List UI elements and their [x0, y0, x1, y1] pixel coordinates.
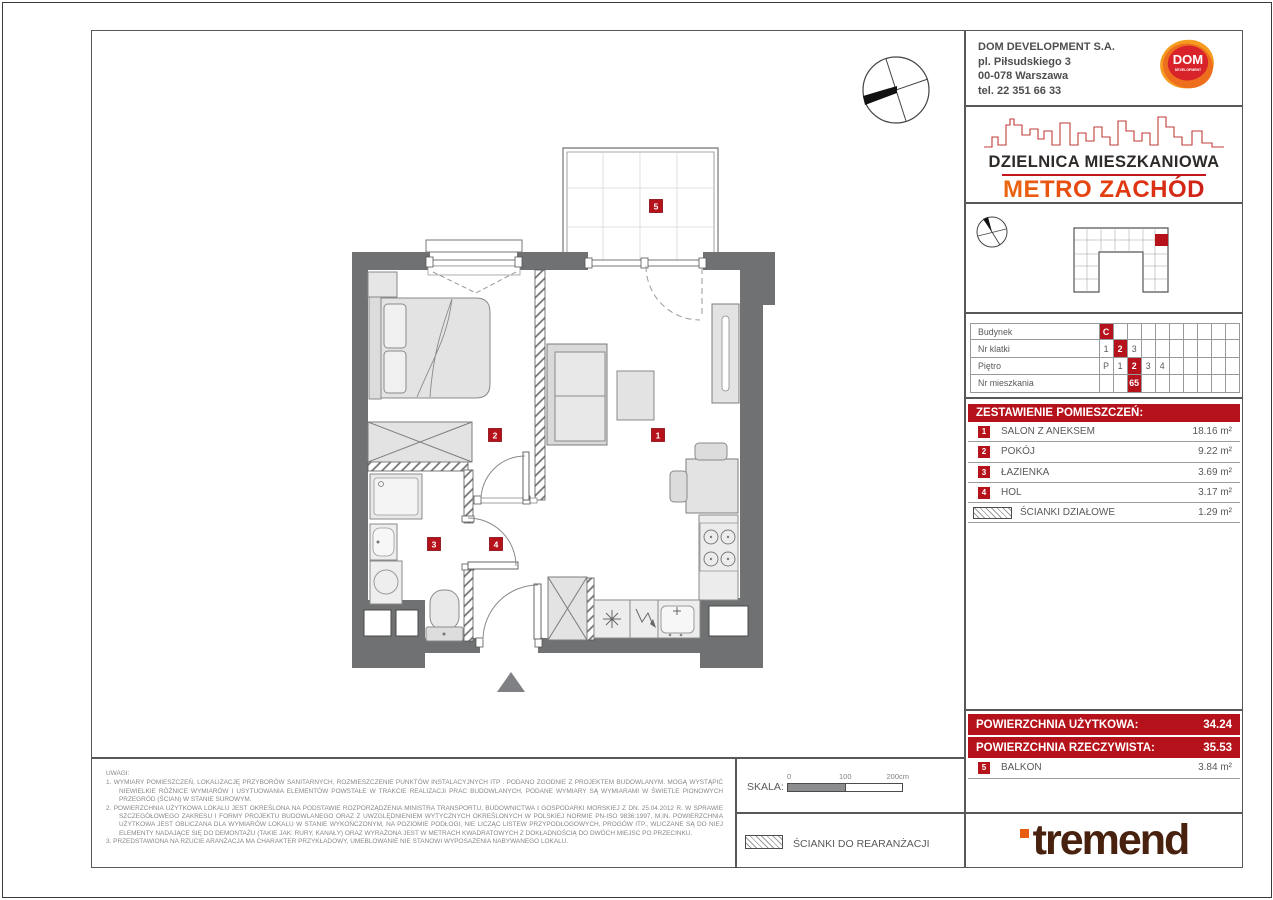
unit-info-cell — [1099, 375, 1113, 391]
dom-development-logo — [1158, 37, 1216, 93]
note-item: 2. POWIERZCHNIA UŻYTKOWA LOKALU JEST OKREŚLONA NA PODSTAWIE ROZPORZĄDZENIA MINISTRA TRANSPORTU, BUDOWNICTWA I GOSPODARKI MORSKIEJ Z DN. 25.04.2012 R. W SPRAWIE SZCZEGÓŁOWEGO ZAKRESU I FORMY PROJEKTU BUDOWLANEGO ORAZ Z UWZGLĘDNIENIEM WYTYCZNYCH OKREŚLONYCH W POLSKIEJ NORMIE PN-ISO 9836:1997, M.IN. POWIERZCHNIA UŻYTKOWA JEST OBLICZANA DLA WYMIARÓW LOKALU W STANIE WYKOŃCZONYM, NA POZIOMIE PODŁOGI, NIE LICZĄC LISTEW PRZYPODŁOGOWYCH, PROGÓW ITP., WLICZANE SĄ DO NIEJ ELEMENTY NADAJĄCE SIĘ DO DEMONTAŻU (TAKIE JAK: RURY, KANAŁY) ORAZ WYRAŻONA JEST W METRACH KWADRATOWYCH Z DOKŁADNOŚCIĄ DO DWÓCH MIEJSC PO PRZECINKU. — [106, 804, 723, 837]
shower — [370, 474, 422, 519]
site-plan-map — [1071, 224, 1171, 296]
room-name: POKÓJ — [1001, 446, 1035, 458]
areas-section — [965, 710, 1243, 813]
room-name: SALON Z ANEKSEM — [1001, 426, 1095, 438]
balcony-number-badge: 5 — [978, 762, 990, 774]
unit-info-cell — [1183, 340, 1197, 356]
svg-text:1: 1 — [655, 430, 661, 441]
north-compass-icon — [863, 57, 929, 123]
unit-info-cell — [1169, 324, 1183, 339]
rooms-table-title: ZESTAWIENIE POMIESZCZEŃ: — [968, 404, 1240, 422]
location-section — [965, 203, 1243, 313]
svg-text:5: 5 — [653, 201, 659, 212]
room-row — [968, 483, 1240, 503]
actual-area-value: 35.53 — [1203, 741, 1232, 754]
bed-headboard — [369, 297, 381, 399]
unit-info-row — [970, 340, 1240, 357]
unit-info-label: Nr klatki — [978, 343, 1010, 354]
kitchen-tall-cabinet — [548, 577, 587, 640]
rooms-table — [968, 422, 1240, 523]
room-marker-1 — [652, 429, 665, 442]
unit-info-cell — [1155, 340, 1169, 356]
svg-text:3: 3 — [431, 539, 437, 550]
unit-info-cell: 2 — [1113, 340, 1127, 356]
scale-bar-empty — [845, 784, 902, 791]
entrance-door — [476, 584, 542, 647]
washing-machine — [370, 561, 402, 604]
tremend-logo-text: tremend — [1032, 816, 1189, 864]
scale-bar — [787, 783, 903, 792]
unit-info-cell: 1 — [1113, 358, 1127, 374]
company-address2: 00-078 Warszawa — [978, 70, 1069, 82]
unit-info-cell — [1211, 358, 1225, 374]
partitions-row — [968, 503, 1240, 523]
room-name: HOL — [1001, 487, 1022, 499]
note-item: 1. WYMIARY POMIESZCZEŃ, LOKALIZACJĘ PRZYBORÓW SANITARNYCH, ROZMIESZCZENIE PUNKTÓW INSTALACYJNYCH ITP . PODANO ZGODNIE Z PROJEKTEM BUDOWLANYM. MOGĄ WYSTĄPIĆ NIEWIELKIE RÓŻNICE WYMIARÓW I USYTUOWANIA ELEMENTÓW POWSTAŁE W TRAKCIE REALIZACJI PRAC BUDOWLANYCH. PODANE WYMIARY SĄ WYMIARAMI W ŚWIETLE PIONOWYCH PRZEGRÓD (ŚCIAN) W STANIE SUROWYM. — [106, 779, 723, 804]
note-item: 3. PRZEDSTAWIONA NA RZUCIE ARANŻACJA MA CHARAKTER PRZYKŁADOWY, UMEBLOWANIE NIE STANOWI WYPOSAŻENIA NABYWANEGO LOKALU. — [106, 838, 569, 845]
bedroom-door — [473, 452, 537, 504]
unit-info-section — [965, 313, 1243, 398]
pillow — [384, 351, 406, 393]
scale-tick-100: 100 — [839, 772, 852, 781]
balcony — [563, 148, 718, 262]
svg-text:DOM: DOM — [1172, 52, 1204, 68]
scale-bar-filled — [788, 784, 845, 791]
unit-info-cell — [1155, 324, 1169, 339]
unit-info-cell — [1141, 324, 1155, 339]
wardrobe — [368, 422, 472, 462]
notes-title: UWAGI: — [106, 770, 130, 777]
unit-info-label: Nr mieszkania — [978, 378, 1034, 389]
unit-info-cell: 3 — [1127, 340, 1141, 356]
company-address1: pl. Piłsudskiego 3 — [978, 55, 1071, 68]
highlighted-unit — [1155, 234, 1168, 246]
project-name: METRO ZACHÓD — [966, 176, 1242, 204]
tremend-dot-icon — [1020, 829, 1029, 838]
unit-info-cell — [1169, 375, 1183, 391]
nightstand — [368, 272, 397, 297]
bedroom-furniture — [368, 272, 490, 462]
usable-area-value: 34.24 — [1203, 718, 1232, 731]
bedroom-window — [426, 240, 522, 293]
unit-info-cell — [1197, 358, 1211, 374]
toilet — [426, 590, 463, 641]
unit-info-cell — [1169, 358, 1183, 374]
unit-info-label: Budynek — [978, 326, 1013, 337]
room-number-badge: 2 — [978, 446, 990, 458]
sofa — [547, 344, 607, 445]
chair — [670, 471, 687, 502]
unit-info-label: Piętro — [978, 360, 1001, 371]
balcony-name: BALKON — [1001, 762, 1042, 774]
scale-tick-200: 200cm — [886, 772, 909, 781]
room-marker-5 — [650, 200, 663, 213]
company-phone: tel. 22 351 66 33 — [978, 84, 1062, 97]
unit-info-cell — [1127, 324, 1141, 339]
room-marker-4 — [490, 538, 503, 551]
unit-info-cell — [1197, 324, 1211, 339]
room-number-badge: 3 — [978, 466, 990, 478]
unit-info-cell — [1225, 324, 1239, 339]
unit-info-cell: 1 — [1099, 340, 1113, 356]
rooms-section — [965, 398, 1243, 710]
unit-info-cell — [1211, 375, 1225, 391]
washbasin — [370, 524, 397, 560]
notes-section — [91, 758, 736, 868]
svg-text:4: 4 — [493, 539, 499, 550]
unit-info-cell — [1141, 340, 1155, 356]
branding-section — [965, 106, 1243, 203]
unit-info-cell — [1225, 358, 1239, 374]
balcony-row — [968, 758, 1240, 779]
unit-info-cell — [1225, 375, 1239, 391]
rearrangement-label: ŚCIANKI DO REARANŻACJI — [793, 838, 930, 850]
unit-info-cell: 4 — [1155, 358, 1169, 374]
floor-plan — [91, 30, 965, 758]
room-row — [968, 463, 1240, 483]
unit-info-row — [970, 323, 1240, 340]
partitions-name: ŚCIANKI DZIAŁOWE — [1020, 507, 1116, 519]
living-room-furniture — [547, 304, 739, 640]
actual-area-band — [968, 737, 1240, 758]
chair — [695, 443, 727, 460]
unit-info-cell — [1113, 375, 1127, 391]
estate-name: DZIELNICA MIESZKANIOWA — [988, 153, 1220, 171]
unit-info-cell — [1141, 375, 1155, 391]
unit-info-cell — [1197, 340, 1211, 356]
scale-tick-0: 0 — [787, 772, 792, 781]
unit-info-row — [970, 358, 1240, 375]
room-marker-2 — [489, 429, 502, 442]
unit-info-cell — [1197, 375, 1211, 391]
company-section — [965, 30, 1243, 106]
pillow — [384, 304, 406, 348]
svg-text:DEVELOPMENT: DEVELOPMENT — [1174, 67, 1202, 72]
unit-info-cell — [1183, 375, 1197, 391]
usable-area-label: POWIERZCHNIA UŻYTKOWA: — [976, 718, 1139, 731]
kitchen-sink — [658, 600, 700, 638]
unit-info-cell — [1211, 340, 1225, 356]
unit-info-cell: C — [1099, 324, 1113, 339]
room-row — [968, 442, 1240, 462]
unit-info-row — [970, 375, 1240, 392]
skyline-icon — [984, 113, 1224, 151]
room-row — [968, 422, 1240, 442]
kitchen-hob — [594, 600, 630, 638]
actual-area-label: POWIERZCHNIA RZECZYWISTA: — [976, 741, 1155, 754]
company-name: DOM DEVELOPMENT S.A. — [978, 41, 1115, 53]
unit-info-cell: 2 — [1127, 358, 1141, 374]
room-number-badge: 1 — [978, 426, 990, 438]
company-info — [978, 40, 1115, 98]
unit-info-cell — [1225, 340, 1239, 356]
unit-info-cell — [1169, 340, 1183, 356]
balcony-door — [585, 258, 706, 320]
legend-section — [736, 813, 965, 868]
entrance-arrow-icon — [497, 672, 525, 692]
unit-info-cell — [1183, 358, 1197, 374]
unit-info-cell — [1155, 375, 1169, 391]
coffee-table — [617, 371, 654, 420]
notes-text — [106, 770, 723, 846]
tremend-section — [965, 813, 1243, 868]
kitchen-counter — [699, 515, 738, 600]
unit-info-cell: P — [1099, 358, 1113, 374]
rearrangement-hatch-swatch — [745, 835, 783, 849]
scale-section — [736, 758, 965, 813]
unit-info-cell: 65 — [1127, 375, 1141, 391]
partitions-area: 1.29 m² — [1198, 507, 1232, 519]
unit-info-cell: 3 — [1141, 358, 1155, 374]
tremend-logo — [966, 814, 1242, 867]
room-area: 9.22 m² — [1198, 446, 1232, 458]
scale-label: SKALA: — [747, 781, 784, 793]
unit-info-table — [970, 323, 1240, 393]
tall-wardrobe — [712, 304, 739, 403]
room-area: 3.69 m² — [1198, 466, 1232, 478]
balcony-area: 3.84 m² — [1198, 762, 1232, 774]
room-number-badge: 4 — [978, 487, 990, 499]
dining-table — [670, 443, 738, 513]
usable-area-band — [968, 714, 1240, 735]
partition-hatch-swatch — [973, 507, 1012, 519]
kitchen-appliance — [630, 600, 658, 638]
unit-info-cell — [1113, 324, 1127, 339]
mini-compass-icon — [972, 212, 1012, 252]
room-area: 18.16 m² — [1192, 426, 1232, 438]
unit-info-cell — [1183, 324, 1197, 339]
svg-text:2: 2 — [492, 430, 498, 441]
unit-info-cell — [1211, 324, 1225, 339]
room-marker-3 — [428, 538, 441, 551]
room-area: 3.17 m² — [1198, 487, 1232, 499]
balcony-floor-grid — [568, 153, 713, 260]
room-name: ŁAZIENKA — [1001, 466, 1050, 478]
